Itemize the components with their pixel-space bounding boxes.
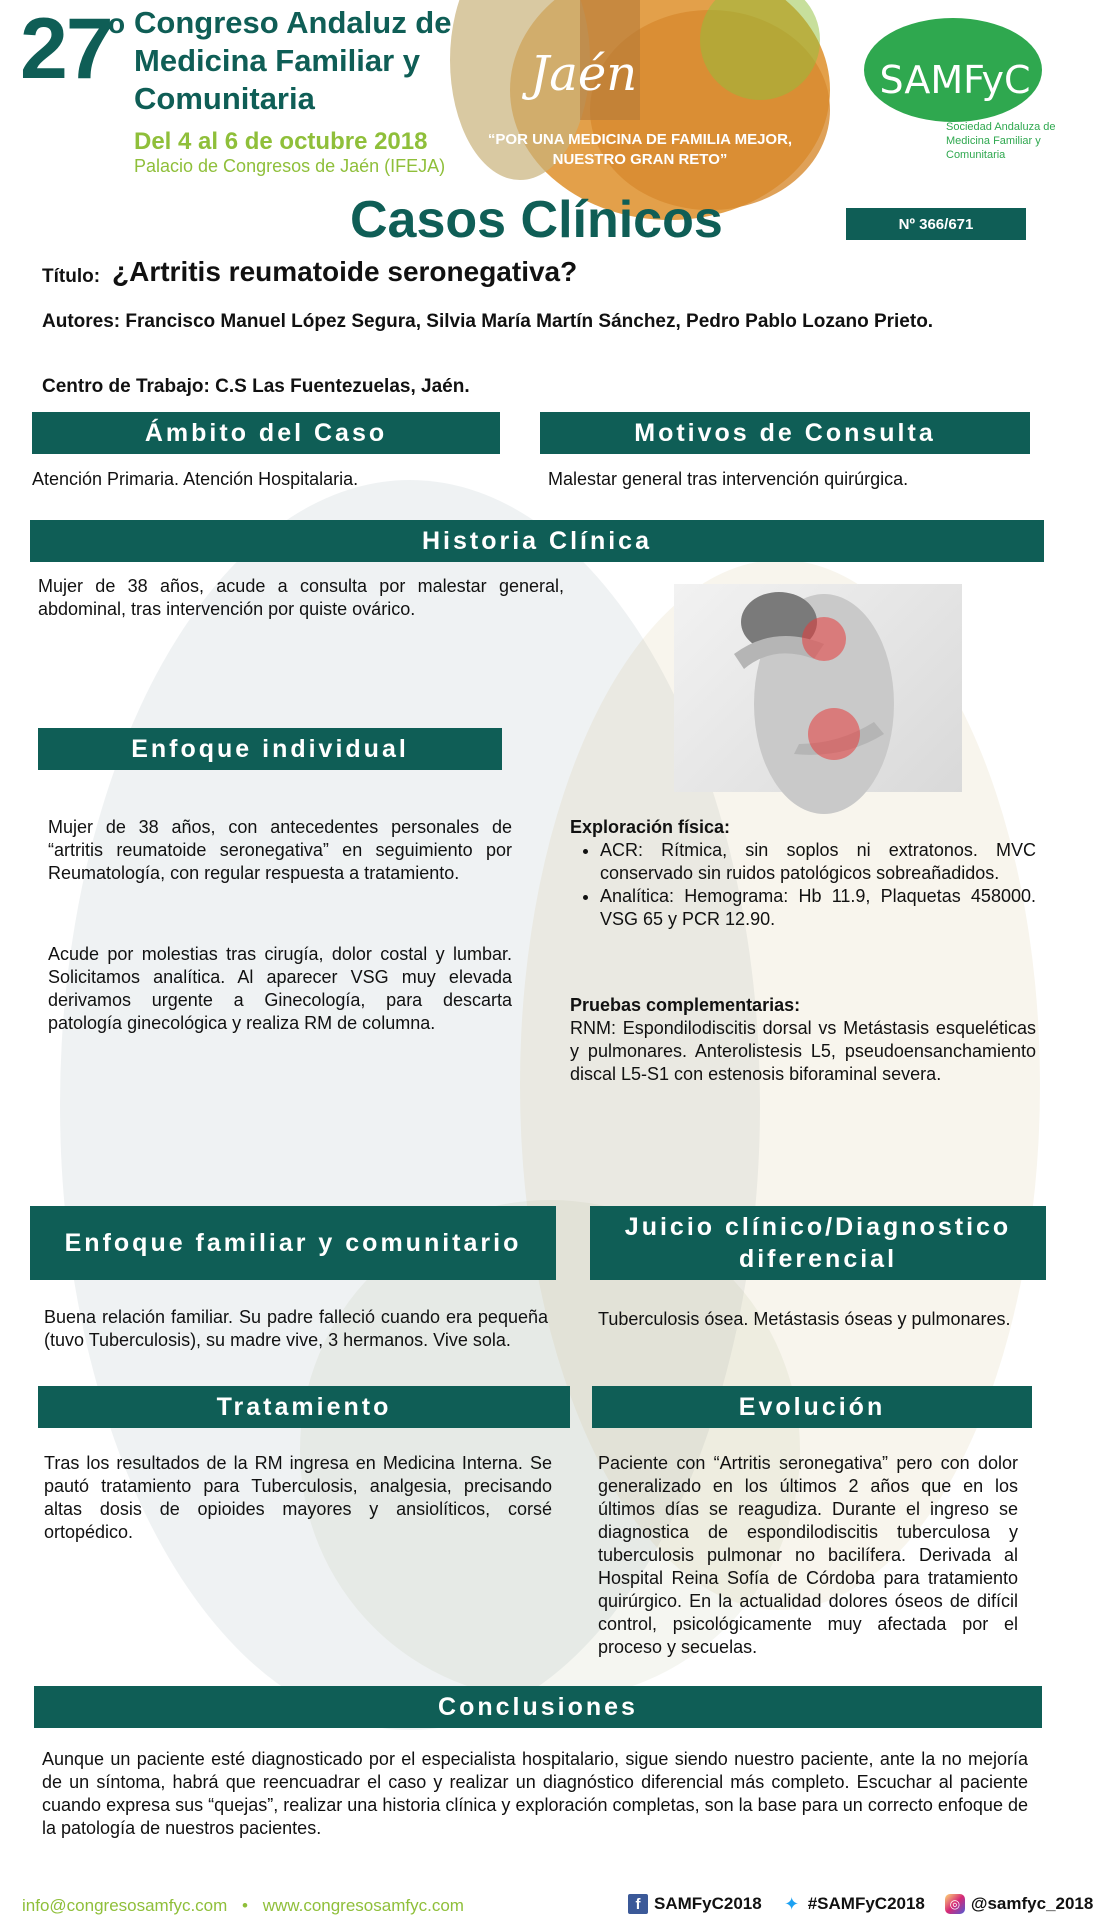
title-label: Título: [42, 266, 101, 287]
pruebas-title: Pruebas complementarias: [570, 995, 801, 1015]
enfoque-individual-p1: Mujer de 38 años, con antecedentes personales de “artritis reumatoide seronegativa” en seguimiento por Reumatología, con regular respuesta a tratamiento. [48, 817, 512, 883]
case-number-badge: Nº 366/671 [846, 208, 1026, 240]
edition-number: 27 [20, 1, 112, 97]
instagram-icon: ◎ [945, 1894, 965, 1914]
authors: Autores: Francisco Manuel López Segura, Silvia María Martín Sánchez, Pedro Pablo Lozano Prieto. [42, 311, 934, 332]
footer-email[interactable]: info@congresosamfyc.com [22, 1896, 228, 1915]
section-header-historia: Historia Clínica [30, 520, 1044, 562]
footer-social [628, 1894, 1093, 1914]
exploracion-block [570, 816, 1036, 931]
patient-back-pain-image [674, 584, 962, 792]
congress-name: Congreso Andaluz de Medicina Familiar y Comunitaria [134, 5, 452, 116]
page-title: Casos Clínicos [350, 191, 723, 249]
instagram-handle[interactable]: @samfyc_2018 [970, 1894, 1093, 1913]
samfyc-logo-subtitle: Sociedad Andaluza de Medicina Familiar y Comunitaria [946, 121, 1056, 161]
footer-website[interactable]: www.congresosamfyc.com [262, 1896, 464, 1915]
historia-text: Mujer de 38 años, acude a consulta por malestar general, abdominal, tras intervención por quiste ovárico. [38, 576, 564, 619]
list-item: • ACR: Rítmica, sin soplos ni extratonos. MVC conservado sin ruidos patológicos sobreañadidos. [600, 839, 1036, 885]
footer-separator: • [242, 1896, 248, 1915]
familiar-text: Buena relación familiar. Su padre falleció cuando era pequeña (tuvo Tuberculosis), su madre vive, 3 hermanos. Vive sola. [44, 1307, 548, 1350]
section-header-juicio: Juicio clínico/Diagnostico diferencial [590, 1206, 1046, 1280]
case-title: ¿Artritis reumatoide seronegativa? [112, 256, 578, 287]
facebook-handle[interactable]: SAMFyC2018 [654, 1894, 762, 1913]
samfyc-logo-text: SAMFyC [879, 58, 1031, 102]
facebook-icon: f [628, 1894, 648, 1914]
section-header-evolucion: Evolución [592, 1386, 1032, 1428]
congress-slogan: “POR UNA MEDICINA DE FAMILIA MEJOR, NUESTRO GRAN RETO” [487, 131, 793, 168]
section-header-enfoque-individual: Enfoque individual [38, 728, 502, 770]
motivos-text: Malestar general tras intervención quirúrgica. [548, 469, 909, 489]
ambito-text: Atención Primaria. Atención Hospitalaria. [32, 469, 359, 489]
edition-superscript: o [108, 8, 126, 39]
congress-dates: Del 4 al 6 de octubre 2018 [134, 128, 428, 155]
back-pain-illustration [674, 584, 962, 792]
tratamiento-text: Tras los resultados de la RM ingresa en Medicina Interna. Se pautó tratamiento para Tuberculosis, analgesia, precisando altas dosis de opioides mayores y ansiolíticos, corsé ortopédico. [44, 1453, 552, 1542]
city-title: Jaén [530, 46, 638, 102]
pruebas-text: RNM: Espondilodiscitis dorsal vs Metástasis esqueléticas y pulmonares. Anterolistesis L5, pseudoensanchamiento discal L5-S1 con estenosis biforaminal severa. [570, 1018, 1036, 1084]
enfoque-individual-p2: Acude por molestias tras cirugía, dolor costal y lumbar. Solicitamos analítica. Al aparecer VSG muy elevada derivamos urgente a Ginecología, para descarta patología ginecológica y realiza RM de columna. [48, 944, 512, 1033]
juicio-text: Tuberculosis ósea. Metástasis óseas y pulmonares. [598, 1309, 1011, 1329]
section-header-tratamiento: Tratamiento [38, 1386, 570, 1428]
twitter-icon: ✦ [784, 1893, 800, 1914]
evolucion-text: Paciente con “Artritis seronegativa” pero con dolor generalizado en los últimos 2 años que en los últimos días se reagudiza. Durante el ingreso se diagnostica de espondilodiscitis tuberculosa y tuberculosis pulmonar no bacilífera. Derivada al Hospital Reina Sofía de Córdoba para tratamiento quirúrgico. En la actualidad dolores óseos de difícil control, psicológicamente muy afectada por el proceso y secuelas. [598, 1453, 1018, 1657]
section-header-enfoque-familiar: Enfoque familiar y comunitario [30, 1206, 556, 1280]
conclusiones-text: Aunque un paciente esté diagnosticado por el especialista hospitalario, sigue siendo nuestro paciente, ante la no mejoría de un síntoma, habrá que reencuadrar el caso y realizar un diagnóstico diferencial más completo. Escuchar al paciente cuando expresa sus “quejas”, realizar una historia clínica y exploración completas, son la base para un correcto enfoque de la patología de nuestros pacientes. [42, 1749, 1028, 1838]
congress-venue: Palacio de Congresos de Jaén (IFEJA) [134, 156, 446, 176]
exploracion-title: Exploración física: [570, 817, 731, 837]
section-header-motivos: Motivos de Consulta [540, 412, 1030, 454]
pruebas-block [570, 994, 1036, 1086]
workplace: Centro de Trabajo: C.S Las Fuentezuelas, Jaén. [42, 376, 470, 397]
section-header-ambito: Ámbito del Caso [32, 412, 500, 454]
section-header-conclusiones: Conclusiones [34, 1686, 1042, 1728]
list-item: • Analítica: Hemograma: Hb 11.9, Plaquetas 458000. VSG 65 y PCR 12.90. [600, 885, 1036, 931]
twitter-handle[interactable]: #SAMFyC2018 [807, 1894, 925, 1913]
exploracion-list [570, 839, 1036, 931]
footer-contact [22, 1896, 464, 1916]
